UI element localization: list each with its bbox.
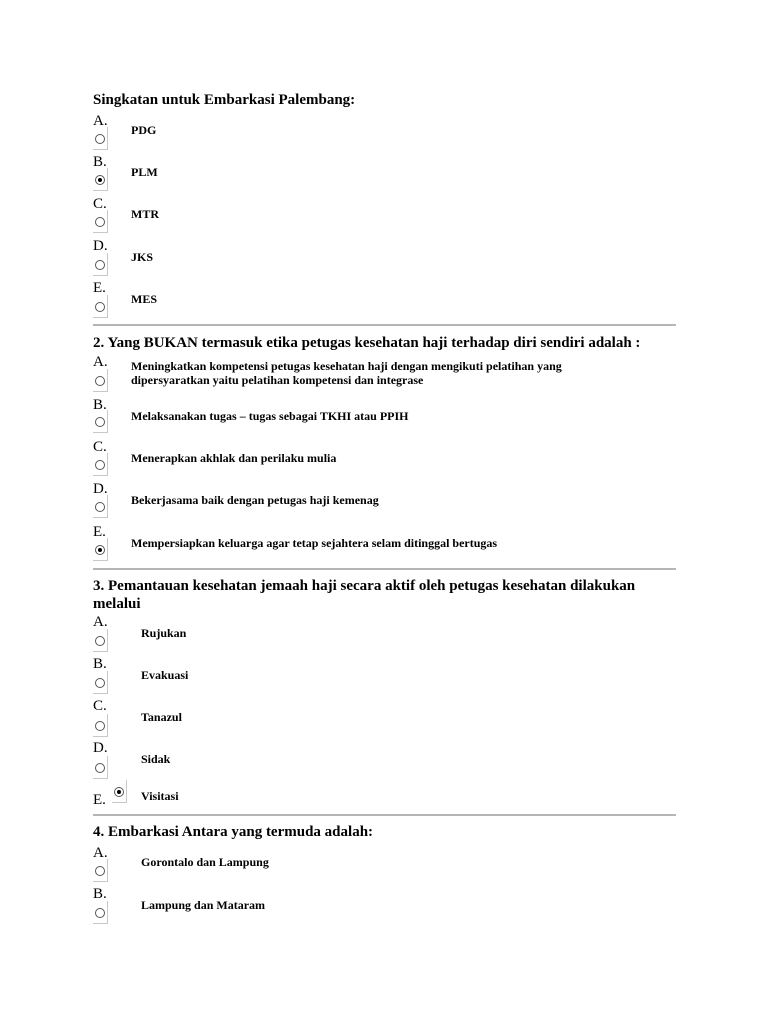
radio-button[interactable] — [95, 908, 105, 918]
option-text: Rujukan — [141, 626, 187, 640]
radio-button[interactable] — [95, 721, 105, 731]
radio-box[interactable] — [93, 538, 108, 561]
radio-button[interactable] — [95, 502, 105, 512]
option-text: Lampung dan Mataram — [141, 898, 266, 912]
option-letter: C. — [93, 439, 107, 455]
radio-button[interactable] — [95, 376, 105, 386]
question-separator — [93, 814, 676, 816]
option-letter: D. — [93, 238, 108, 254]
option-text: MES — [131, 292, 158, 306]
radio-box[interactable] — [93, 168, 108, 191]
radio-button-selected[interactable] — [95, 545, 105, 555]
option-text: Menerapkan akhlak dan perilaku mulia — [131, 451, 337, 465]
option-letter: D. — [93, 481, 108, 497]
option-text: PLM — [131, 165, 158, 179]
option-letter: A. — [93, 845, 108, 861]
option-letter: C. — [93, 698, 107, 714]
radio-box[interactable] — [93, 859, 108, 882]
option-text: Visitasi — [141, 789, 179, 803]
radio-box[interactable] — [93, 410, 108, 433]
option-text: Melaksanakan tugas – tugas sebagai TKHI atau PPIH — [131, 409, 409, 423]
radio-button[interactable] — [95, 460, 105, 470]
option-letter: B. — [93, 656, 107, 672]
option-text: Bekerjasama baik dengan petugas haji kemenag — [131, 493, 379, 507]
radio-button[interactable] — [95, 260, 105, 270]
option-text: Tanazul — [141, 710, 182, 724]
question-2-title: 2. Yang BUKAN termasuk etika petugas kesehatan haji terhadap diri sendiri adalah : — [93, 335, 641, 351]
option-text: Gorontalo dan Lampung — [141, 855, 269, 869]
question-4-title: 4. Embarkasi Antara yang termuda adalah: — [93, 824, 374, 840]
radio-box[interactable] — [93, 756, 108, 779]
radio-box[interactable] — [93, 295, 108, 318]
option-letter: B. — [93, 397, 107, 413]
radio-button[interactable] — [95, 302, 105, 312]
radio-box[interactable] — [93, 369, 108, 392]
option-text: Sidak — [141, 752, 171, 766]
option-letter: C. — [93, 196, 107, 212]
question-separator — [93, 324, 676, 326]
question-separator — [93, 568, 676, 570]
radio-button[interactable] — [95, 678, 105, 688]
option-text: Meningkatkan kompetensi petugas kesehatan haji dengan mengikuti pelatihan yang dipersyaratkan yaitu pelatihan kompetensi dan integrase — [131, 359, 562, 387]
radio-button[interactable] — [95, 866, 105, 876]
radio-button-selected[interactable] — [114, 787, 124, 797]
question-1-title: Singkatan untuk Embarkasi Palembang: — [93, 92, 356, 108]
radio-box[interactable] — [93, 714, 108, 737]
radio-button[interactable] — [95, 134, 105, 144]
option-letter: A. — [93, 614, 108, 630]
option-letter: D. — [93, 740, 108, 756]
radio-box[interactable] — [112, 780, 127, 803]
option-letter: E. — [93, 792, 106, 808]
radio-button[interactable] — [95, 763, 105, 773]
option-text: PDG — [131, 123, 157, 137]
option-letter: B. — [93, 886, 107, 902]
question-3-title: 3. Pemantauan kesehatan jemaah haji secara aktif oleh petugas kesehatan dilakukan melalui — [93, 578, 636, 612]
option-text: Evakuasi — [141, 668, 189, 682]
option-text: Mempersiapkan keluarga agar tetap sejahtera selam ditinggal bertugas — [131, 536, 498, 550]
option-letter: E. — [93, 524, 106, 540]
option-letter: B. — [93, 154, 107, 170]
radio-box[interactable] — [93, 629, 108, 652]
radio-button[interactable] — [95, 636, 105, 646]
radio-box[interactable] — [93, 210, 108, 233]
radio-box[interactable] — [93, 495, 108, 518]
radio-box[interactable] — [93, 253, 108, 276]
option-letter: A. — [93, 354, 108, 370]
radio-box[interactable] — [93, 671, 108, 694]
radio-box[interactable] — [93, 901, 108, 924]
radio-button[interactable] — [95, 217, 105, 227]
radio-button[interactable] — [95, 417, 105, 427]
radio-box[interactable] — [93, 127, 108, 150]
option-letter: A. — [93, 113, 108, 129]
option-letter: E. — [93, 280, 106, 296]
radio-button-selected[interactable] — [95, 175, 105, 185]
option-text: MTR — [131, 207, 159, 221]
radio-box[interactable] — [93, 453, 108, 476]
option-text: JKS — [131, 250, 154, 264]
